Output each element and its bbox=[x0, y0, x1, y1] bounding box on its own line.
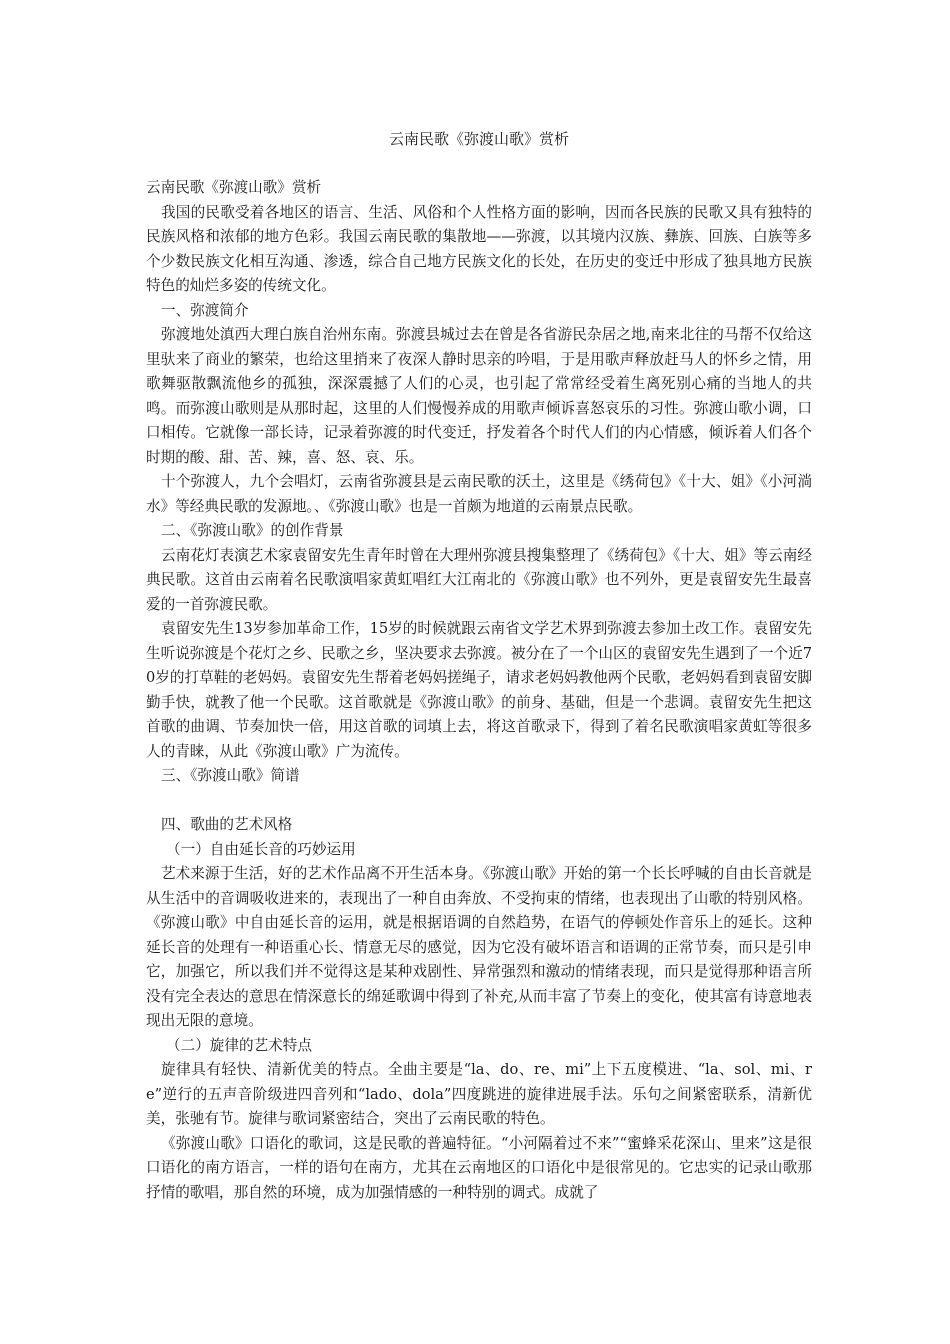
paragraph: （二）旋律的艺术特点 bbox=[166, 1036, 312, 1054]
paragraph: 云南民歌《弥渡山歌》赏析 bbox=[146, 179, 322, 196]
paragraph: （一）自由延长音的巧妙运用 bbox=[166, 840, 356, 858]
document-body bbox=[146, 176, 812, 1205]
page-title: 云南民歌《弥渡山歌》赏析 bbox=[388, 130, 569, 148]
paragraph: 《弥渡山歌》口语化的歌词，这是民歌的普遍特征。“小河隔着过不来”“蜜蜂采花深山、里来”这是很口语化的南方语言，一样的语句在南方，尤其在云南地区的口语化中是很常见的。它忠实的记录山歌那抒情的歌唱，那自然的环境，成为加强情感的一种特别的调式。成就了 bbox=[146, 1134, 812, 1201]
paragraph: 十个弥渡人，九个会唱灯，云南省弥渡县是云南民歌的沃土，这里是《绣荷包》《十大、姐》《小河淌水》等经典民歌的发源地。、《弥渡山歌》也是一首颇为地道的云南景点民歌。 bbox=[146, 473, 812, 515]
paragraph: 云南花灯表演艺术家袁留安先生青年时曾在大理州弥渡县搜集整理了《绣荷包》《十大、姐》等云南经典民歌。这首由云南着名民歌演唱家黄虹唱红大江南北的《弥渡山歌》也不列外，更是袁留安先生最喜爱的一首弥渡民歌。 bbox=[146, 546, 812, 613]
blank-line bbox=[146, 789, 812, 814]
paragraph: 旋律具有轻快、清新优美的特点。全曲主要是“la、do、re、mi”上下五度模进、“la、sol、mi、re”逆行的五声音阶级进四音列和“lado、dola”四度跳进的旋律进展手法。乐句之间紧密联系，清新优美，张驰有节。旋律与歌词紧密结合，突出了云南民歌的特色。 bbox=[146, 1061, 812, 1127]
paragraph: 二、《弥渡山歌》的创作背景 bbox=[161, 522, 344, 539]
paragraph: 一、弥渡简介 bbox=[161, 301, 249, 319]
paragraph: 艺术来源于生活，好的艺术作品离不开生活本身。《弥渡山歌》开始的第一个长长呼喊的自由长音就是从生活中的音调吸收进来的，表现出了一种自由奔放、不受拘束的情绪，也表现出了山歌的特别风格。《弥渡山歌》中自由延长音的运用，就是根据语调的自然趋势，在语气的停顿处作音乐上的延长。这种延长音的处理有一种语重心长、情意无尽的感觉，因为它没有破坏语言和语调的正常节奏，而只是引申它，加强它，所以我们并不觉得这是某种戏剧性、异常强烈和激动的情绪表现，而只是觉得那种语言所没有完全表达的意思在情深意长的绵延歌调中得到了补充,从而丰富了节奏上的变化，使其富有诗意地表现出无限的意境。 bbox=[146, 865, 812, 1029]
paragraph: 三、《弥渡山歌》简谱 bbox=[161, 767, 300, 784]
paragraph: 我国的民歌受着各地区的语言、生活、风俗和个人性格方面的影响，因而各民族的民歌又具有独特的民族风格和浓郁的地方色彩。我国云南民歌的集散地——弥渡，以其境内汉族、彝族、回族、白族等多个少数民族文化相互沟通、渗透，综合自己地方民族文化的长处，在历史的变迁中形成了独具地方民族特色的灿烂多姿的传统文化。 bbox=[146, 203, 812, 294]
paragraph: 袁留安先生13岁参加革命工作，15岁的时候就跟云南省文学艺术界到弥渡去参加土改工作。袁留安先生听说弥渡是个花灯之乡、民歌之乡，坚决要求去弥渡。被分在了一个山区的袁留安先生遇到了一个近70岁的打草鞋的老妈妈。袁留安先生帮着老妈妈搓绳子，请求老妈妈教他两个民歌，老妈妈看到袁留安脚勤手快，就教了他一个民歌。这首歌就是《弥渡山歌》的前身、基础，但是一个悲调。袁留安先生把这首歌的曲调、节奏加快一倍，用这首歌的词填上去，将这首歌录下，得到了着名民歌演唱家黄虹等很多人的青睐，从此《弥渡山歌》广为流传。 bbox=[146, 620, 813, 760]
paragraph: 四、歌曲的艺术风格 bbox=[161, 816, 293, 833]
paragraph: 弥渡地处滇西大理白族自治州东南。弥渡县城过去在曾是各省游民杂居之地,南来北往的马帮不仅给这里驮来了商业的繁荣，也给这里捎来了夜深人静时思亲的吟唱，于是用歌声释放赶马人的怀乡之情，用歌舞驱散飘流他乡的孤独，深深震撼了人们的心灵，也引起了常常经受着生离死别心痛的当地人的共鸣。而弥渡山歌则是从那时起，这里的人们慢慢养成的用歌声倾诉喜怒哀乐的习性。弥渡山歌小调，口口相传。它就像一部长诗，记录着弥渡的时代变迁，抒发着各个时代人们的内心情感，倾诉着人们各个时期的酸、甜、苦、辣，喜、怒、哀、乐。 bbox=[146, 326, 812, 466]
